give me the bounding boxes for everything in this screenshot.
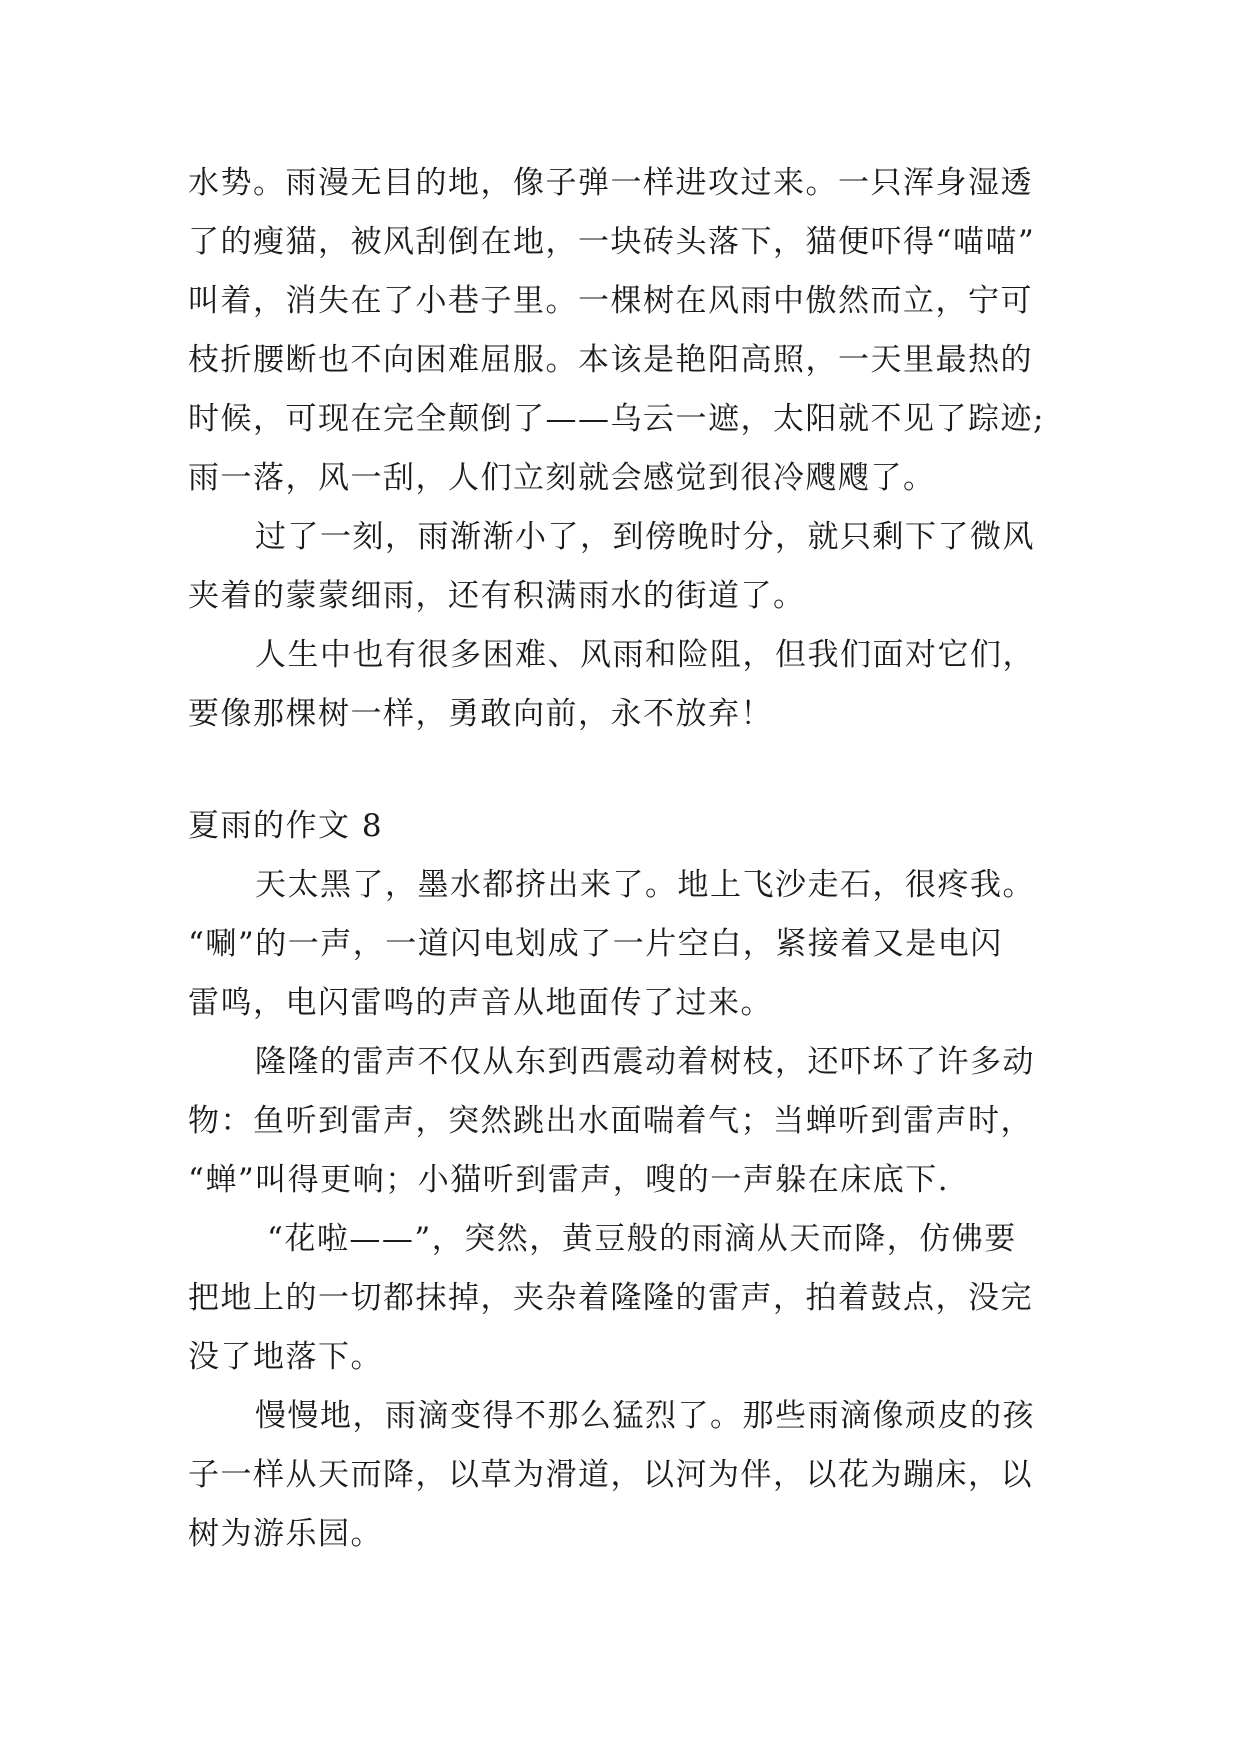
text-line: 子一样从天而降，以草为滑道，以河为伴，以花为蹦床，以	[188, 1457, 1033, 1493]
document-body	[188, 154, 1068, 1564]
text-line: 没了地落下。	[188, 1339, 383, 1375]
text-line: 天太黑了，墨水都挤出来了。地上飞沙走石，很疼我。	[255, 867, 1035, 903]
text-line: 慢慢地，雨滴变得不那么猛烈了。那些雨滴像顽皮的孩	[255, 1398, 1035, 1434]
text-line: 枝折腰断也不向困难屈服。本该是艳阳高照，一天里最热的	[188, 342, 1033, 378]
paragraph	[188, 1033, 1068, 1210]
text-line: “花啦——”，突然，黄豆般的雨滴从天而降，仿佛要	[267, 1221, 1017, 1257]
paragraph	[188, 1210, 1068, 1387]
text-line: 把地上的一切都抹掉，夹杂着隆隆的雷声，拍着鼓点，没完	[188, 1280, 1033, 1316]
text-line: 夹着的蒙蒙细雨，还有积满雨水的街道了。	[188, 578, 806, 614]
text-line: 水势。雨漫无目的地，像子弹一样进攻过来。一只浑身湿透	[188, 165, 1033, 201]
text-line: 物：鱼听到雷声，突然跳出水面喘着气；当蝉听到雷声时，	[188, 1103, 1033, 1139]
text-line: “唰”的一声，一道闪电划成了一片空白，紧接着又是电闪	[188, 926, 1003, 962]
text-line: “蝉”叫得更响；小猫听到雷声，嗖的一声躲在床底下.	[188, 1162, 950, 1198]
paragraph	[188, 626, 1068, 744]
text-line: 叫着，消失在了小巷子里。一棵树在风雨中傲然而立，宁可	[188, 283, 1033, 319]
text-line: 人生中也有很多困难、风雨和险阻，但我们面对它们，	[255, 637, 1035, 673]
text-line: 过了一刻，雨渐渐小了，到傍晚时分，就只剩下了微风	[255, 519, 1035, 555]
text-line: 隆隆的雷声不仅从东到西震动着树枝，还吓坏了许多动	[255, 1044, 1035, 1080]
paragraph	[188, 154, 1068, 508]
text-line: 时候，可现在完全颠倒了——乌云一遮，太阳就不见了踪迹;	[188, 401, 1045, 437]
text-line: 要像那棵树一样，勇敢向前，永不放弃！	[188, 696, 773, 732]
paragraph	[188, 1387, 1068, 1564]
text-line: 雷鸣，电闪雷鸣的声音从地面传了过来。	[188, 985, 773, 1021]
section-title: 夏雨的作文 8	[188, 808, 384, 844]
paragraph	[188, 508, 1068, 626]
text-line: 树为游乐园。	[188, 1516, 383, 1552]
text-line: 雨一落，风一刮，人们立刻就会感觉到很冷飕飕了。	[188, 460, 936, 496]
section-gap	[188, 744, 1068, 797]
text-line: 了的瘦猫，被风刮倒在地，一块砖头落下，猫便吓得“喵喵”	[188, 224, 1036, 260]
paragraph	[188, 856, 1068, 1033]
